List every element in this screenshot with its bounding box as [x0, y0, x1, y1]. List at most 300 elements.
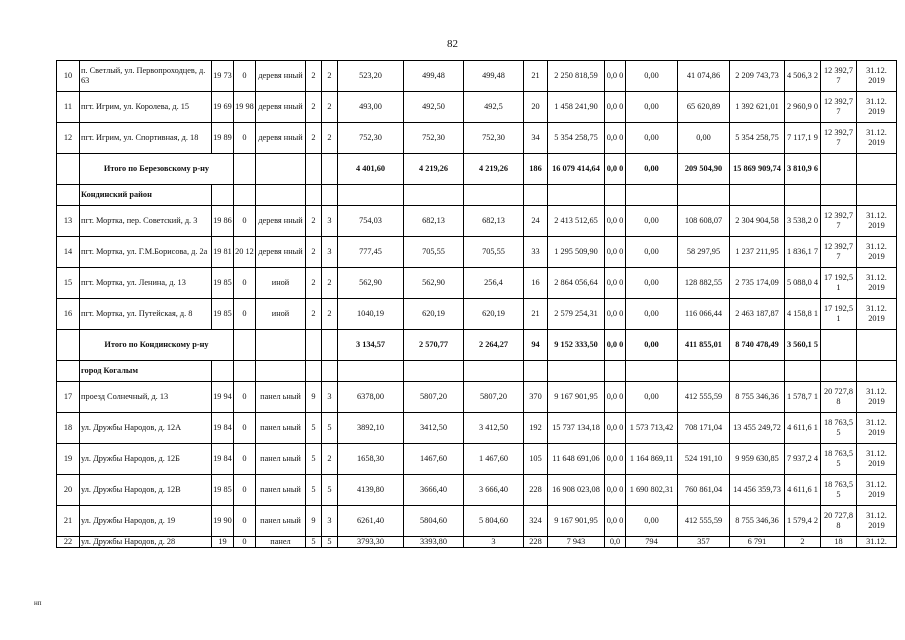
- address-cell: ул. Дружбы Народов, д. 12Б: [80, 444, 212, 475]
- owners-funds-cell: 8 755 346,36: [730, 382, 785, 413]
- total-fund-fond-cell: 0,0 0: [605, 154, 626, 185]
- living-area-cell: 492,50: [404, 92, 464, 123]
- limit-cost-cell: 12 392,7 7: [821, 123, 857, 154]
- total-fund-region-cell: 0,00: [626, 330, 678, 361]
- empty-cell: [626, 185, 678, 206]
- residential-area-cell: 3: [464, 537, 524, 548]
- year-built-cell: 19 73: [212, 61, 234, 92]
- empty-cell: [821, 154, 857, 185]
- entrances-cell: 3: [322, 506, 338, 537]
- living-area-cell: 620,19: [404, 299, 464, 330]
- total-residents-cell: 94: [524, 330, 548, 361]
- limit-cost-cell: 12 392,7 7: [821, 61, 857, 92]
- total-area-cell: 1040,19: [338, 299, 404, 330]
- section-label: Кондинский район: [80, 185, 212, 206]
- deadline-cell: 31.12. 2019: [857, 382, 897, 413]
- unit-cost-cell: 5 088,0 4: [785, 268, 821, 299]
- empty-cell: [234, 330, 256, 361]
- fund-cell: 0,0 0: [605, 92, 626, 123]
- table-row: [57, 475, 897, 506]
- total-area-living-cell: 4 219,26: [404, 154, 464, 185]
- residents-cell: 228: [524, 537, 548, 548]
- total-area-cell: 562,90: [338, 268, 404, 299]
- total-area-res-cell: 4 219,26: [464, 154, 524, 185]
- year-repair-cell: 0: [234, 413, 256, 444]
- owners-funds-cell: 13 455 249,72: [730, 413, 785, 444]
- living-area-cell: 5804,60: [404, 506, 464, 537]
- local-budget-cell: 58 297,95: [678, 237, 730, 268]
- entrances-cell: 5: [322, 537, 338, 548]
- wall-material-cell: панел ьный: [256, 475, 306, 506]
- owners-funds-cell: 2 735 174,09: [730, 268, 785, 299]
- total-area-res-cell: 2 264,27: [464, 330, 524, 361]
- wall-material-cell: панел ьный: [256, 506, 306, 537]
- year-repair-cell: 19 98: [234, 92, 256, 123]
- unit-cost-cell: 7 937,2 4: [785, 444, 821, 475]
- floors-cell: 9: [306, 382, 322, 413]
- entrances-cell: 2: [322, 268, 338, 299]
- address-cell: ул. Дружбы Народов, д. 12А: [80, 413, 212, 444]
- empty-cell: [626, 361, 678, 382]
- table-row: [57, 299, 897, 330]
- wall-material-cell: панел ьный: [256, 382, 306, 413]
- empty-cell: [857, 154, 897, 185]
- limit-cost-cell: 20 727,8 8: [821, 506, 857, 537]
- deadline-cell: 31.12. 2019: [857, 206, 897, 237]
- deadline-cell: 31.12. 2019: [857, 123, 897, 154]
- fund-cell: 0,0 0: [605, 444, 626, 475]
- empty-cell: [234, 361, 256, 382]
- year-built-cell: 19 86: [212, 206, 234, 237]
- year-repair-cell: 0: [234, 61, 256, 92]
- wall-material-cell: деревя нный: [256, 206, 306, 237]
- empty-cell: [857, 361, 897, 382]
- residential-area-cell: 752,30: [464, 123, 524, 154]
- total-cost-cell: 16 908 023,08: [548, 475, 605, 506]
- wall-material-cell: панел: [256, 537, 306, 548]
- row-number: 21: [57, 506, 80, 537]
- year-built-cell: 19 89: [212, 123, 234, 154]
- limit-cost-cell: 18 763,5 5: [821, 413, 857, 444]
- empty-cell: [306, 361, 322, 382]
- residents-cell: 192: [524, 413, 548, 444]
- unit-cost-cell: 4 506,3 2: [785, 61, 821, 92]
- residents-cell: 105: [524, 444, 548, 475]
- owners-funds-cell: 1 237 211,95: [730, 237, 785, 268]
- empty-cell: [57, 330, 80, 361]
- limit-cost-cell: 18: [821, 537, 857, 548]
- empty-cell: [730, 361, 785, 382]
- residents-cell: 370: [524, 382, 548, 413]
- local-budget-cell: 128 882,55: [678, 268, 730, 299]
- empty-cell: [678, 185, 730, 206]
- region-budget-cell: 1 690 802,31: [626, 475, 678, 506]
- year-repair-cell: 0: [234, 268, 256, 299]
- total-fund-local-cell: 411 855,01: [678, 330, 730, 361]
- address-cell: пгт. Мортка, ул. Ленина, д. 13: [80, 268, 212, 299]
- limit-cost-cell: 17 192,5 1: [821, 268, 857, 299]
- local-budget-cell: 760 861,04: [678, 475, 730, 506]
- deadline-cell: 31.12. 2019: [857, 444, 897, 475]
- total-label: Итого по Березовскому р-ну: [80, 154, 234, 185]
- local-budget-cell: 65 620,89: [678, 92, 730, 123]
- fund-cell: 0,0: [605, 537, 626, 548]
- total-fund-owners-cell: 8 740 478,49: [730, 330, 785, 361]
- fund-cell: 0,0 0: [605, 206, 626, 237]
- local-budget-cell: 108 608,07: [678, 206, 730, 237]
- empty-cell: [306, 330, 322, 361]
- owners-funds-cell: 6 791: [730, 537, 785, 548]
- empty-cell: [464, 361, 524, 382]
- owners-funds-cell: 5 354 258,75: [730, 123, 785, 154]
- owners-funds-cell: 1 392 621,01: [730, 92, 785, 123]
- region-budget-cell: 0,00: [626, 61, 678, 92]
- table-row: [57, 413, 897, 444]
- total-row: [57, 330, 897, 361]
- region-budget-cell: 794: [626, 537, 678, 548]
- footer-mark: нп: [34, 599, 42, 607]
- empty-cell: [212, 361, 234, 382]
- living-area-cell: 1467,60: [404, 444, 464, 475]
- living-area-cell: 682,13: [404, 206, 464, 237]
- unit-cost-cell: 2: [785, 537, 821, 548]
- entrances-cell: 2: [322, 299, 338, 330]
- local-budget-cell: 412 555,59: [678, 382, 730, 413]
- floors-cell: 9: [306, 506, 322, 537]
- year-repair-cell: 0: [234, 506, 256, 537]
- deadline-cell: 31.12. 2019: [857, 268, 897, 299]
- unit-cost-cell: 1 579,4 2: [785, 506, 821, 537]
- section-row: [57, 361, 897, 382]
- local-budget-cell: 412 555,59: [678, 506, 730, 537]
- total-area-cell: 752,30: [338, 123, 404, 154]
- fund-cell: 0,0 0: [605, 61, 626, 92]
- empty-cell: [322, 330, 338, 361]
- floors-cell: 5: [306, 413, 322, 444]
- row-number: 15: [57, 268, 80, 299]
- empty-cell: [234, 185, 256, 206]
- total-cost-cell: 9 167 901,95: [548, 506, 605, 537]
- wall-material-cell: панел ьный: [256, 444, 306, 475]
- row-number: 16: [57, 299, 80, 330]
- empty-cell: [306, 154, 322, 185]
- residential-area-cell: 499,48: [464, 61, 524, 92]
- empty-cell: [234, 154, 256, 185]
- empty-cell: [322, 361, 338, 382]
- region-budget-cell: 1 164 869,11: [626, 444, 678, 475]
- row-number: 13: [57, 206, 80, 237]
- empty-cell: [548, 185, 605, 206]
- fund-cell: 0,0 0: [605, 475, 626, 506]
- empty-cell: [57, 361, 80, 382]
- year-repair-cell: 0: [234, 299, 256, 330]
- total-area-living-cell: 2 570,77: [404, 330, 464, 361]
- region-budget-cell: 0,00: [626, 506, 678, 537]
- total-residents-cell: 186: [524, 154, 548, 185]
- deadline-cell: 31.12. 2019: [857, 237, 897, 268]
- year-built-cell: 19 94: [212, 382, 234, 413]
- empty-cell: [821, 361, 857, 382]
- residential-area-cell: 1 467,60: [464, 444, 524, 475]
- limit-cost-cell: 20 727,8 8: [821, 382, 857, 413]
- wall-material-cell: деревя нный: [256, 92, 306, 123]
- row-number: 14: [57, 237, 80, 268]
- wall-material-cell: деревя нный: [256, 123, 306, 154]
- total-unit-cost-cell: 3 810,9 6: [785, 154, 821, 185]
- total-area-cell: 1658,30: [338, 444, 404, 475]
- region-budget-cell: 0,00: [626, 123, 678, 154]
- table-row: [57, 206, 897, 237]
- fund-cell: 0,0 0: [605, 123, 626, 154]
- local-budget-cell: 0,00: [678, 123, 730, 154]
- total-fund-local-cell: 209 504,90: [678, 154, 730, 185]
- residential-area-cell: 5 804,60: [464, 506, 524, 537]
- deadline-cell: 31.12. 2019: [857, 299, 897, 330]
- empty-cell: [322, 154, 338, 185]
- residential-area-cell: 256,4: [464, 268, 524, 299]
- deadline-cell: 31.12.: [857, 537, 897, 548]
- region-budget-cell: 0,00: [626, 206, 678, 237]
- table-row: [57, 268, 897, 299]
- total-cost-cell: 1 458 241,90: [548, 92, 605, 123]
- year-repair-cell: 0: [234, 382, 256, 413]
- empty-cell: [338, 361, 404, 382]
- year-repair-cell: 0: [234, 444, 256, 475]
- empty-cell: [57, 154, 80, 185]
- empty-cell: [857, 185, 897, 206]
- total-area-total-cell: 3 134,57: [338, 330, 404, 361]
- year-built-cell: 19 84: [212, 413, 234, 444]
- region-budget-cell: 1 573 713,42: [626, 413, 678, 444]
- owners-funds-cell: 9 959 630,85: [730, 444, 785, 475]
- wall-material-cell: панел ьный: [256, 413, 306, 444]
- year-built-cell: 19 81: [212, 237, 234, 268]
- empty-cell: [821, 330, 857, 361]
- table-row: [57, 237, 897, 268]
- wall-material-cell: иной: [256, 268, 306, 299]
- total-label: Итого по Кондинскому р-ну: [80, 330, 234, 361]
- row-number: 12: [57, 123, 80, 154]
- year-built-cell: 19 69: [212, 92, 234, 123]
- limit-cost-cell: 12 392,7 7: [821, 206, 857, 237]
- residents-cell: 228: [524, 475, 548, 506]
- total-cost-cell: 11 648 691,06: [548, 444, 605, 475]
- row-number: 22: [57, 537, 80, 548]
- housing-register-table: [56, 60, 897, 548]
- row-number: 19: [57, 444, 80, 475]
- fund-cell: 0,0 0: [605, 299, 626, 330]
- residents-cell: 16: [524, 268, 548, 299]
- limit-cost-cell: 12 392,7 7: [821, 92, 857, 123]
- empty-cell: [212, 185, 234, 206]
- total-area-cell: 754,03: [338, 206, 404, 237]
- unit-cost-cell: 1 578,7 1: [785, 382, 821, 413]
- empty-cell: [464, 185, 524, 206]
- owners-funds-cell: 8 755 346,36: [730, 506, 785, 537]
- entrances-cell: 5: [322, 413, 338, 444]
- owners-funds-cell: 2 304 904,58: [730, 206, 785, 237]
- page-number: 82: [447, 38, 458, 50]
- total-cost-total-cell: 9 152 333,50: [548, 330, 605, 361]
- fund-cell: 0,0 0: [605, 268, 626, 299]
- empty-cell: [322, 185, 338, 206]
- total-fund-fond-cell: 0,0 0: [605, 330, 626, 361]
- row-number: 18: [57, 413, 80, 444]
- table-row: [57, 382, 897, 413]
- unit-cost-cell: 4 158,8 1: [785, 299, 821, 330]
- owners-funds-cell: 2 209 743,73: [730, 61, 785, 92]
- address-cell: пгт. Мортка, ул. Г.М.Борисова, д. 2а: [80, 237, 212, 268]
- total-area-total-cell: 4 401,60: [338, 154, 404, 185]
- address-cell: пгт. Мортка, пер. Советский, д. 3: [80, 206, 212, 237]
- region-budget-cell: 0,00: [626, 268, 678, 299]
- empty-cell: [338, 185, 404, 206]
- total-area-cell: 4139,80: [338, 475, 404, 506]
- empty-cell: [524, 361, 548, 382]
- table-row: [57, 92, 897, 123]
- total-cost-cell: 2 413 512,65: [548, 206, 605, 237]
- total-cost-cell: 2 864 056,64: [548, 268, 605, 299]
- local-budget-cell: 357: [678, 537, 730, 548]
- empty-cell: [785, 185, 821, 206]
- empty-cell: [785, 361, 821, 382]
- deadline-cell: 31.12. 2019: [857, 413, 897, 444]
- entrances-cell: 3: [322, 382, 338, 413]
- total-unit-cost-cell: 3 560,1 5: [785, 330, 821, 361]
- address-cell: пгт. Игрим, ул. Королева, д. 15: [80, 92, 212, 123]
- fund-cell: 0,0 0: [605, 382, 626, 413]
- table-row: [57, 444, 897, 475]
- empty-cell: [57, 185, 80, 206]
- total-area-cell: 3793,30: [338, 537, 404, 548]
- owners-funds-cell: 14 456 359,73: [730, 475, 785, 506]
- residents-cell: 20: [524, 92, 548, 123]
- empty-cell: [306, 185, 322, 206]
- section-label: город Когалым: [80, 361, 212, 382]
- wall-material-cell: иной: [256, 299, 306, 330]
- year-built-cell: 19 85: [212, 299, 234, 330]
- empty-cell: [256, 330, 306, 361]
- year-built-cell: 19 84: [212, 444, 234, 475]
- total-cost-cell: 7 943: [548, 537, 605, 548]
- residential-area-cell: 620,19: [464, 299, 524, 330]
- year-built-cell: 19: [212, 537, 234, 548]
- empty-cell: [524, 185, 548, 206]
- unit-cost-cell: 1 836,1 7: [785, 237, 821, 268]
- floors-cell: 2: [306, 299, 322, 330]
- address-cell: ул. Дружбы Народов, д. 19: [80, 506, 212, 537]
- table-row: [57, 61, 897, 92]
- total-cost-cell: 9 167 901,95: [548, 382, 605, 413]
- local-budget-cell: 116 066,44: [678, 299, 730, 330]
- entrances-cell: 5: [322, 475, 338, 506]
- floors-cell: 2: [306, 206, 322, 237]
- row-number: 20: [57, 475, 80, 506]
- residents-cell: 21: [524, 61, 548, 92]
- residential-area-cell: 682,13: [464, 206, 524, 237]
- living-area-cell: 752,30: [404, 123, 464, 154]
- floors-cell: 2: [306, 268, 322, 299]
- limit-cost-cell: 18 763,5 5: [821, 475, 857, 506]
- local-budget-cell: 524 191,10: [678, 444, 730, 475]
- residential-area-cell: 705,55: [464, 237, 524, 268]
- empty-cell: [256, 154, 306, 185]
- fund-cell: 0,0 0: [605, 413, 626, 444]
- region-budget-cell: 0,00: [626, 237, 678, 268]
- floors-cell: 5: [306, 537, 322, 548]
- floors-cell: 5: [306, 444, 322, 475]
- unit-cost-cell: 3 538,2 0: [785, 206, 821, 237]
- empty-cell: [678, 361, 730, 382]
- entrances-cell: 3: [322, 206, 338, 237]
- total-cost-total-cell: 16 079 414,64: [548, 154, 605, 185]
- total-cost-cell: 2 579 254,31: [548, 299, 605, 330]
- local-budget-cell: 708 171,04: [678, 413, 730, 444]
- floors-cell: 5: [306, 475, 322, 506]
- residents-cell: 24: [524, 206, 548, 237]
- empty-cell: [605, 185, 626, 206]
- deadline-cell: 31.12. 2019: [857, 61, 897, 92]
- empty-cell: [404, 361, 464, 382]
- deadline-cell: 31.12. 2019: [857, 506, 897, 537]
- region-budget-cell: 0,00: [626, 299, 678, 330]
- empty-cell: [857, 330, 897, 361]
- table-row: [57, 537, 897, 548]
- total-fund-owners-cell: 15 869 909,74: [730, 154, 785, 185]
- total-area-cell: 523,20: [338, 61, 404, 92]
- year-built-cell: 19 90: [212, 506, 234, 537]
- total-area-cell: 6261,40: [338, 506, 404, 537]
- entrances-cell: 2: [322, 444, 338, 475]
- wall-material-cell: деревя нный: [256, 61, 306, 92]
- table-row: [57, 123, 897, 154]
- table-row: [57, 506, 897, 537]
- empty-cell: [548, 361, 605, 382]
- residential-area-cell: 5807,20: [464, 382, 524, 413]
- limit-cost-cell: 18 763,5 5: [821, 444, 857, 475]
- year-repair-cell: 0: [234, 475, 256, 506]
- year-built-cell: 19 85: [212, 475, 234, 506]
- deadline-cell: 31.12. 2019: [857, 92, 897, 123]
- living-area-cell: 3666,40: [404, 475, 464, 506]
- row-number: 17: [57, 382, 80, 413]
- residents-cell: 33: [524, 237, 548, 268]
- empty-cell: [256, 361, 306, 382]
- total-area-cell: 6378,00: [338, 382, 404, 413]
- total-row: [57, 154, 897, 185]
- total-cost-cell: 2 250 818,59: [548, 61, 605, 92]
- address-cell: проезд Солнечный, д. 13: [80, 382, 212, 413]
- living-area-cell: 705,55: [404, 237, 464, 268]
- year-repair-cell: 0: [234, 123, 256, 154]
- entrances-cell: 3: [322, 237, 338, 268]
- total-area-cell: 493,00: [338, 92, 404, 123]
- floors-cell: 2: [306, 123, 322, 154]
- residential-area-cell: 3 666,40: [464, 475, 524, 506]
- total-fund-region-cell: 0,00: [626, 154, 678, 185]
- residents-cell: 21: [524, 299, 548, 330]
- address-cell: ул. Дружбы Народов, д. 12В: [80, 475, 212, 506]
- address-cell: пгт. Игрим, ул. Спортивная, д. 18: [80, 123, 212, 154]
- total-cost-cell: 5 354 258,75: [548, 123, 605, 154]
- living-area-cell: 3393,80: [404, 537, 464, 548]
- entrances-cell: 2: [322, 123, 338, 154]
- address-cell: пгт. Мортка, ул. Путейская, д. 8: [80, 299, 212, 330]
- total-area-cell: 777,45: [338, 237, 404, 268]
- floors-cell: 2: [306, 92, 322, 123]
- year-built-cell: 19 85: [212, 268, 234, 299]
- total-cost-cell: 1 295 509,90: [548, 237, 605, 268]
